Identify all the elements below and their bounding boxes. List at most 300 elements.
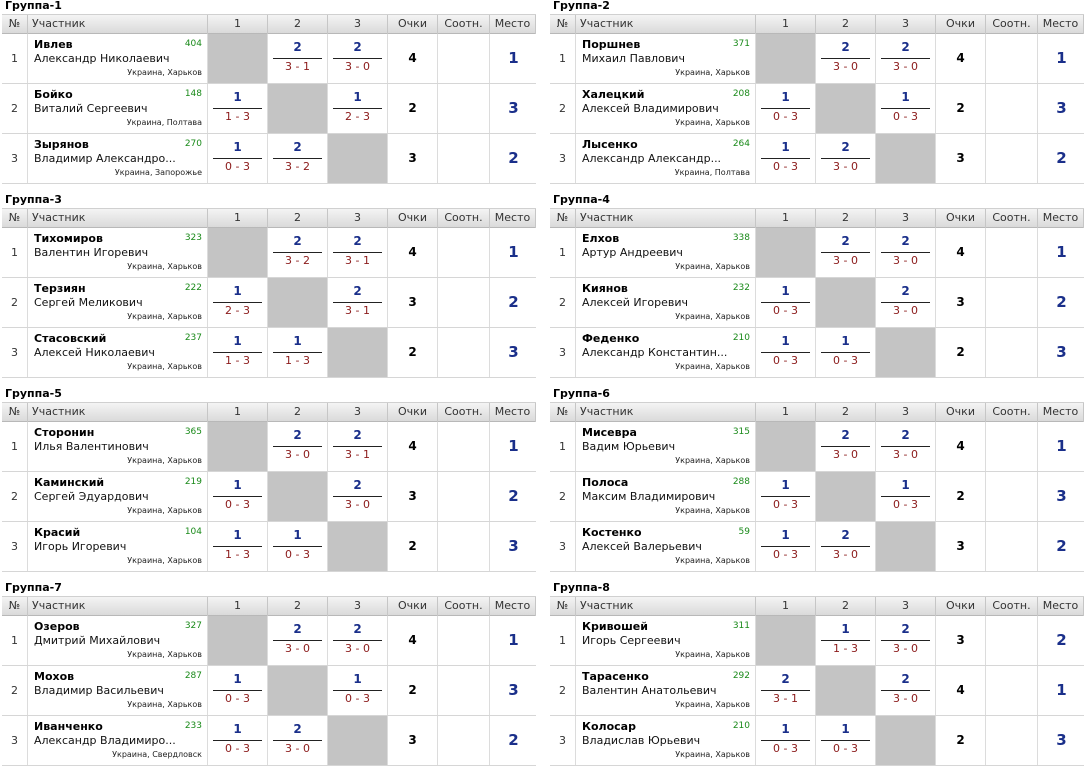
table-row[interactable] [2,666,536,716]
match-points: 2 [841,140,850,154]
column-header-player[interactable]: Участник [576,403,756,422]
column-header-c1[interactable]: 1 [208,209,268,228]
table-row[interactable] [550,422,1084,472]
player-last-name[interactable]: Сторонин [34,426,95,439]
table-row[interactable] [550,472,1084,522]
match-result-cell[interactable] [876,616,936,665]
ratio-cell [986,228,1038,277]
column-header-player[interactable]: Участник [576,597,756,616]
ratio-cell [986,134,1038,183]
match-result-cell[interactable] [328,666,388,715]
column-header-place[interactable]: Место [490,15,536,34]
column-header-num[interactable]: № [550,15,576,34]
column-header-c1[interactable]: 1 [208,15,268,34]
column-header-c1[interactable]: 1 [756,209,816,228]
player-last-name[interactable]: Тихомиров [34,232,103,245]
table-row[interactable] [550,134,1084,184]
match-result-cell[interactable] [208,328,268,377]
match-result-cell[interactable] [208,522,268,571]
ratio-cell [438,522,490,571]
match-result-cell[interactable] [816,328,876,377]
player-last-name[interactable]: Халецкий [582,88,645,101]
self-match-cell [756,422,816,471]
match-result-cell[interactable] [328,472,388,521]
match-divider [273,740,322,741]
column-header-num[interactable]: № [550,597,576,616]
player-rating: 222 [184,283,202,293]
ratio-cell [986,522,1038,571]
player-last-name[interactable]: Полоса [582,476,629,489]
player-first-name: Илья Валентинович [34,440,149,453]
player-rating: 233 [184,721,202,731]
player-cell[interactable] [576,34,756,83]
self-match-cell [876,716,936,765]
match-result-cell[interactable] [208,278,268,327]
match-result-cell[interactable] [328,84,388,133]
player-city: Украина, Харьков [675,506,750,515]
match-score: 3 - 0 [345,642,370,655]
place-value: 3 [508,537,519,555]
player-rating: 219 [184,477,202,487]
player-last-name[interactable]: Красий [34,526,81,539]
match-result-cell[interactable] [876,422,936,471]
column-header-c1[interactable]: 1 [756,597,816,616]
column-header-c2[interactable]: 2 [268,597,328,616]
column-header-c1[interactable]: 1 [208,403,268,422]
player-last-name[interactable]: Зырянов [34,138,89,151]
total-points: 2 [388,328,438,377]
group-title: Группа-7 [5,581,62,594]
row-number: 1 [550,422,576,471]
player-cell[interactable] [28,616,208,665]
column-header-num[interactable]: № [2,403,28,422]
match-score: 0 - 3 [833,354,858,367]
match-result-cell[interactable] [328,34,388,83]
self-match-cell [756,34,816,83]
column-header-c2[interactable]: 2 [816,403,876,422]
match-result-cell[interactable] [756,278,816,327]
player-city: Украина, Харьков [675,118,750,127]
column-header-ratio[interactable]: Соотн. [986,209,1038,228]
self-match-cell [876,134,936,183]
player-cell[interactable] [576,278,756,327]
player-cell[interactable] [576,422,756,471]
match-result-cell[interactable] [816,422,876,471]
column-header-c1[interactable]: 1 [756,403,816,422]
player-rating: 371 [732,39,750,49]
column-header-ratio[interactable]: Соотн. [986,15,1038,34]
column-header-c2[interactable]: 2 [816,15,876,34]
player-cell[interactable] [576,616,756,665]
match-divider [333,446,382,447]
match-score: 3 - 1 [345,254,370,267]
match-result-cell[interactable] [208,666,268,715]
match-divider [821,546,870,547]
column-header-c1[interactable]: 1 [208,597,268,616]
player-city: Украина, Харьков [675,700,750,709]
match-score: 0 - 3 [225,742,250,755]
player-cell[interactable] [28,666,208,715]
column-header-player[interactable]: Участник [28,15,208,34]
player-cell[interactable] [576,522,756,571]
table-row[interactable] [2,328,536,378]
player-city: Украина, Харьков [127,556,202,565]
player-last-name[interactable]: Поршнев [582,38,641,51]
place-value: 2 [1056,149,1067,167]
match-score: 2 - 3 [345,110,370,123]
column-header-place[interactable]: Место [490,597,536,616]
player-first-name: Алексей Владимирович [582,102,719,115]
match-result-cell[interactable] [876,228,936,277]
player-last-name[interactable]: Тарасенко [582,670,649,683]
column-header-c3[interactable]: 3 [876,209,936,228]
match-result-cell[interactable] [756,472,816,521]
player-first-name: Владимир Александро... [34,152,176,165]
table-row[interactable] [550,328,1084,378]
column-header-ratio[interactable]: Соотн. [438,209,490,228]
player-cell[interactable] [28,716,208,765]
player-cell[interactable] [576,328,756,377]
table-header [2,402,536,422]
match-result-cell[interactable] [876,278,936,327]
match-result-cell[interactable] [328,422,388,471]
player-cell[interactable] [28,522,208,571]
player-cell[interactable] [28,34,208,83]
column-header-c3[interactable]: 3 [328,209,388,228]
match-result-cell[interactable] [268,228,328,277]
column-header-c3[interactable]: 3 [328,403,388,422]
player-last-name[interactable]: Ивлев [34,38,73,51]
match-points: 1 [841,722,850,736]
match-score: 0 - 3 [773,160,798,173]
player-last-name[interactable]: Елхов [582,232,620,245]
player-cell[interactable] [28,472,208,521]
match-result-cell[interactable] [816,522,876,571]
column-header-points[interactable]: Очки [388,15,438,34]
place-value: 1 [1056,49,1067,67]
column-header-c3[interactable]: 3 [328,597,388,616]
match-points: 2 [353,40,362,54]
place-value: 2 [508,487,519,505]
match-result-cell[interactable] [268,34,328,83]
column-header-c2[interactable]: 2 [268,403,328,422]
column-header-place[interactable]: Место [1038,403,1084,422]
table-row[interactable] [2,228,536,278]
column-header-c3[interactable]: 3 [876,403,936,422]
player-last-name[interactable]: Лысенко [582,138,638,151]
place-value: 3 [1056,487,1067,505]
match-divider [761,158,810,159]
match-result-cell[interactable] [756,716,816,765]
column-header-c2[interactable]: 2 [268,209,328,228]
column-header-points[interactable]: Очки [388,209,438,228]
column-header-c3[interactable]: 3 [328,15,388,34]
player-first-name: Артур Андреевич [582,246,683,259]
match-points: 1 [353,672,362,686]
match-result-cell[interactable] [328,616,388,665]
match-divider [213,740,262,741]
player-rating: 232 [732,283,750,293]
table-header [2,208,536,228]
row-number: 2 [2,84,28,133]
match-score: 0 - 3 [893,498,918,511]
player-city: Украина, Свердловск [112,750,202,759]
self-match-cell [816,278,876,327]
match-divider [333,496,382,497]
column-header-num[interactable]: № [2,597,28,616]
match-result-cell[interactable] [268,328,328,377]
player-last-name[interactable]: Терзиян [34,282,86,295]
match-divider [333,640,382,641]
match-result-cell[interactable] [876,34,936,83]
row-number: 1 [550,34,576,83]
place-value: 1 [508,243,519,261]
match-result-cell[interactable] [876,666,936,715]
self-match-cell [208,616,268,665]
column-header-place[interactable]: Место [490,403,536,422]
table-header [550,14,1084,34]
match-result-cell[interactable] [328,278,388,327]
place-value: 1 [1056,437,1067,455]
player-last-name[interactable]: Киянов [582,282,628,295]
ratio-cell [986,472,1038,521]
match-score: 3 - 0 [833,254,858,267]
match-result-cell[interactable] [876,84,936,133]
match-score: 3 - 0 [893,448,918,461]
column-header-player[interactable]: Участник [576,209,756,228]
player-cell[interactable] [28,328,208,377]
match-result-cell[interactable] [876,472,936,521]
row-number: 3 [550,522,576,571]
match-result-cell[interactable] [328,228,388,277]
column-header-points[interactable]: Очки [936,403,986,422]
match-result-cell[interactable] [816,134,876,183]
player-city: Украина, Харьков [675,650,750,659]
match-result-cell[interactable] [268,616,328,665]
column-header-place[interactable]: Место [1038,597,1084,616]
player-cell[interactable] [576,228,756,277]
match-result-cell[interactable] [208,134,268,183]
column-header-c2[interactable]: 2 [268,15,328,34]
player-first-name: Валентин Игоревич [34,246,149,259]
column-header-ratio[interactable]: Соотн. [438,403,490,422]
ratio-cell [986,328,1038,377]
match-result-cell[interactable] [816,716,876,765]
column-header-num[interactable]: № [550,403,576,422]
player-cell[interactable] [576,134,756,183]
player-rating: 148 [184,89,202,99]
column-header-player[interactable]: Участник [28,597,208,616]
table-row[interactable] [550,228,1084,278]
table-row[interactable] [2,422,536,472]
match-score: 0 - 3 [773,742,798,755]
column-header-num[interactable]: № [2,15,28,34]
table-row[interactable] [2,716,536,766]
table-row[interactable] [550,522,1084,572]
player-last-name[interactable]: Стасовский [34,332,107,345]
table-row[interactable] [2,84,536,134]
match-points: 1 [353,90,362,104]
player-city: Украина, Запорожье [114,168,202,177]
match-divider [273,352,322,353]
column-header-points[interactable]: Очки [936,15,986,34]
column-header-c2[interactable]: 2 [816,209,876,228]
table-row[interactable] [550,34,1084,84]
place-value: 2 [508,149,519,167]
table-row[interactable] [550,84,1084,134]
table-row[interactable] [550,716,1084,766]
column-header-player[interactable]: Участник [28,209,208,228]
table-row[interactable] [2,616,536,666]
match-result-cell[interactable] [268,422,328,471]
column-header-ratio[interactable]: Соотн. [986,403,1038,422]
column-header-player[interactable]: Участник [576,15,756,34]
column-header-num[interactable]: № [2,209,28,228]
place-value: 2 [1056,293,1067,311]
match-divider [333,108,382,109]
match-points: 2 [293,722,302,736]
column-header-c3[interactable]: 3 [876,15,936,34]
match-score: 1 - 3 [225,548,250,561]
player-city: Украина, Харьков [127,262,202,271]
match-score: 0 - 3 [833,742,858,755]
table-row[interactable] [2,472,536,522]
total-points: 3 [388,278,438,327]
row-number: 3 [2,328,28,377]
player-last-name[interactable]: Иванченко [34,720,103,733]
table-row[interactable] [550,666,1084,716]
player-last-name[interactable]: Феденко [582,332,640,345]
self-match-cell [816,472,876,521]
match-result-cell[interactable] [756,522,816,571]
row-number: 3 [550,134,576,183]
self-match-cell [328,522,388,571]
total-points: 2 [936,328,986,377]
player-cell[interactable] [576,716,756,765]
player-last-name[interactable]: Костенко [582,526,642,539]
match-score: 3 - 0 [345,498,370,511]
player-last-name[interactable]: Колосар [582,720,636,733]
player-cell[interactable] [576,666,756,715]
place-value: 2 [1056,537,1067,555]
match-result-cell[interactable] [816,616,876,665]
self-match-cell [756,616,816,665]
player-last-name[interactable]: Кривошей [582,620,648,633]
player-last-name[interactable]: Каминский [34,476,105,489]
column-header-place[interactable]: Место [1038,209,1084,228]
total-points: 2 [388,666,438,715]
column-header-points[interactable]: Очки [936,209,986,228]
player-first-name: Александр Александр... [582,152,722,165]
player-first-name: Сергей Меликович [34,296,143,309]
player-cell[interactable] [576,84,756,133]
column-header-player[interactable]: Участник [28,403,208,422]
player-rating: 327 [184,621,202,631]
column-header-ratio[interactable]: Соотн. [986,597,1038,616]
player-cell[interactable] [28,134,208,183]
match-divider [333,690,382,691]
column-header-points[interactable]: Очки [388,597,438,616]
column-header-num[interactable]: № [550,209,576,228]
match-points: 2 [293,428,302,442]
column-header-c2[interactable]: 2 [816,597,876,616]
match-result-cell[interactable] [756,328,816,377]
row-number: 3 [550,716,576,765]
table-row[interactable] [2,278,536,328]
match-divider [821,58,870,59]
match-score: 1 - 3 [285,354,310,367]
table-row[interactable] [2,34,536,84]
group-title: Группа-3 [5,193,62,206]
player-cell[interactable] [576,472,756,521]
match-result-cell[interactable] [208,84,268,133]
match-result-cell[interactable] [756,666,816,715]
player-last-name[interactable]: Мисевра [582,426,637,439]
table-row[interactable] [2,134,536,184]
match-divider [761,496,810,497]
column-header-points[interactable]: Очки [936,597,986,616]
match-result-cell[interactable] [756,134,816,183]
match-points: 2 [841,428,850,442]
player-cell[interactable] [28,422,208,471]
group-title: Группа-8 [553,581,610,594]
player-rating: 104 [184,527,202,537]
match-divider [333,252,382,253]
place-value: 1 [1056,681,1067,699]
match-result-cell[interactable] [268,134,328,183]
table-row[interactable] [2,522,536,572]
player-last-name[interactable]: Бойко [34,88,73,101]
table-row[interactable] [550,616,1084,666]
match-result-cell[interactable] [268,716,328,765]
match-result-cell[interactable] [268,522,328,571]
match-points: 2 [353,622,362,636]
column-header-c3[interactable]: 3 [876,597,936,616]
match-result-cell[interactable] [756,84,816,133]
column-header-points[interactable]: Очки [388,403,438,422]
match-divider [881,252,930,253]
match-result-cell[interactable] [208,472,268,521]
player-last-name[interactable]: Мохов [34,670,75,683]
player-rating: 270 [184,139,202,149]
player-first-name: Владимир Васильевич [34,684,164,697]
total-points: 4 [388,616,438,665]
player-cell[interactable] [28,84,208,133]
ratio-cell [438,34,490,83]
match-result-cell[interactable] [816,228,876,277]
player-cell[interactable] [28,278,208,327]
match-result-cell[interactable] [816,34,876,83]
match-result-cell[interactable] [208,716,268,765]
place-value: 3 [508,343,519,361]
row-number: 1 [550,616,576,665]
column-header-ratio[interactable]: Соотн. [438,597,490,616]
column-header-place[interactable]: Место [1038,15,1084,34]
column-header-ratio[interactable]: Соотн. [438,15,490,34]
column-header-place[interactable]: Место [490,209,536,228]
match-points: 1 [781,284,790,298]
table-row[interactable] [550,278,1084,328]
row-number: 2 [550,666,576,715]
player-cell[interactable] [28,228,208,277]
group-table [2,582,536,776]
match-divider [881,640,930,641]
player-last-name[interactable]: Озеров [34,620,80,633]
total-points: 4 [936,34,986,83]
match-divider [273,252,322,253]
column-header-c1[interactable]: 1 [756,15,816,34]
match-points: 1 [233,140,242,154]
